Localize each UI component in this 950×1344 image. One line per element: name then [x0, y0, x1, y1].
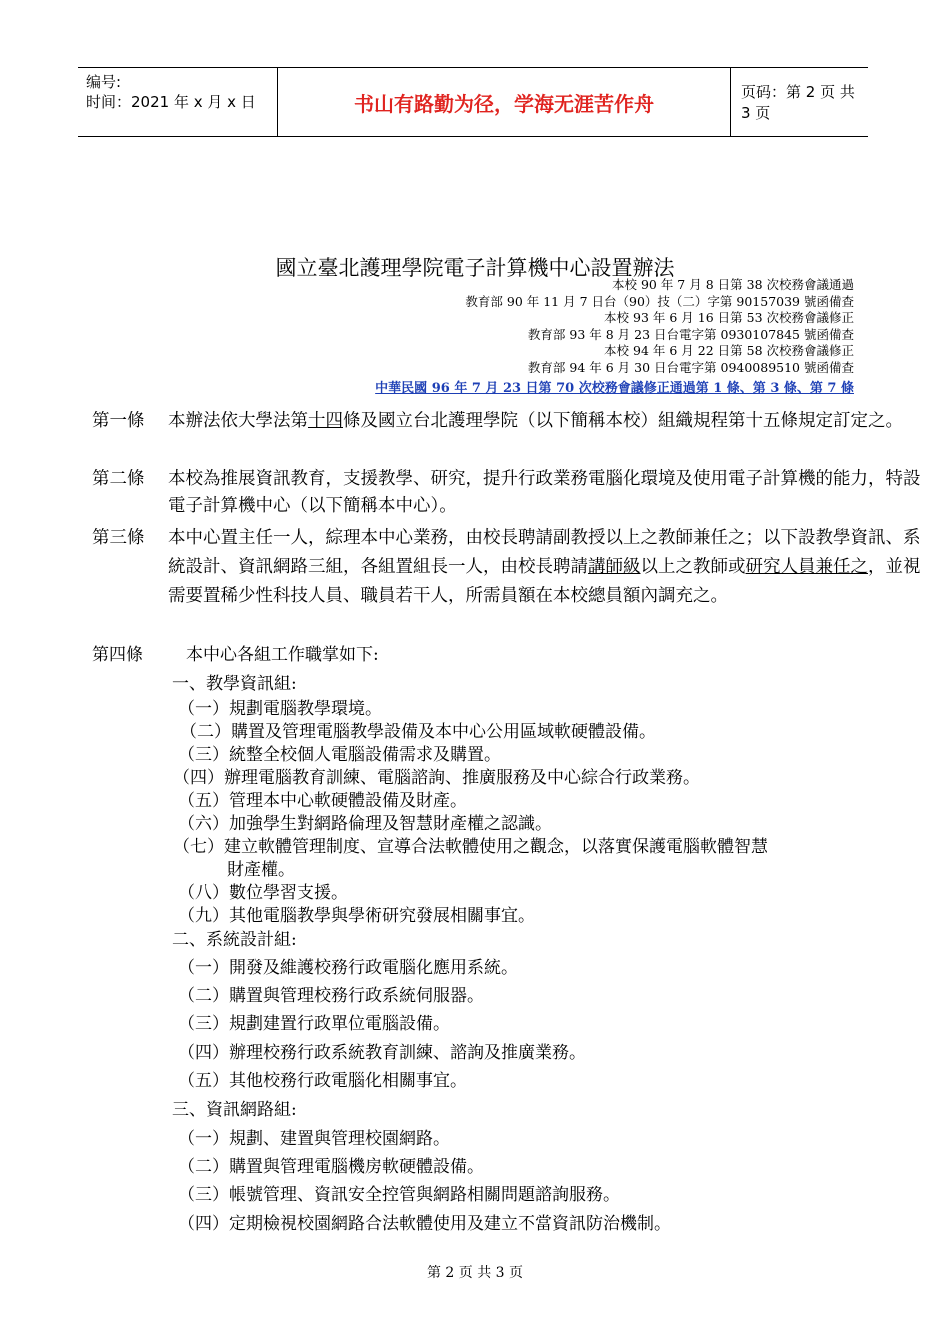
time-label: 时间：2021 年 x 月 x 日 [86, 93, 256, 111]
list-item: （三）規劃建置行政單位電腦設備。 [178, 1014, 450, 1034]
article-label: 第三條 [92, 528, 145, 548]
article-4-label: 第四條 [92, 645, 143, 665]
number-label: 编号: [86, 73, 122, 91]
list-item: （一）規劃電腦教學環境。 [178, 699, 382, 719]
revision-note: 本校 93 年 6 月 16 日第 53 次校務會議修正 [604, 310, 854, 325]
header-page-label: 页码：第 2 页 共 3 页 [741, 83, 855, 122]
group-heading: 二、系統設計組: [172, 930, 297, 950]
underlined-text: 研究人員兼任之 [745, 557, 868, 577]
article-text: 本校為推展資訊教育，支援教學、研究，提升行政業務電腦化環境及使用電子計算機的能力，特設電子計算機中心（以下簡稱本中心）。 [168, 469, 921, 516]
revision-note: 本校 90 年 7 月 8 日第 38 次校務會議通過 [611, 277, 854, 292]
list-item: （二）購置與管理校務行政系統伺服器。 [178, 986, 484, 1006]
list-item: （五）管理本中心軟硬體設備及財產。 [178, 791, 467, 811]
revision-note: 教育部 94 年 6 月 30 日台電字第 0940089510 號函備查 [527, 359, 854, 375]
page-header [78, 67, 868, 137]
list-item: （三）統整全校個人電腦設備需求及購置。 [178, 745, 501, 765]
list-item: （一）規劃、建置與管理校園網路。 [178, 1129, 450, 1149]
list-item: （四）定期檢視校園網路合法軟體使用及建立不當資訊防治機制。 [178, 1214, 671, 1234]
group-heading: 一、教學資訊組: [172, 674, 297, 694]
article-text [168, 408, 930, 435]
revision-note: 教育部 93 年 8 月 23 日台電字第 0930107845 號函備查 [527, 326, 854, 342]
text-run: 條及國立台北護理學院（以下簡稱本校）組織規程第十五條規定訂定之。 [343, 411, 903, 431]
document-title: 國立臺北護理學院電子計算機中心設置辦法 [275, 256, 675, 280]
revision-note: 教育部 90 年 11 月 7 日台（90）技（二）字第 90157039 號函備查 [465, 293, 854, 309]
header-motto: 书山有路勤为径，学海无涯苦作舟 [278, 68, 731, 136]
list-item: （八）數位學習支援。 [178, 883, 348, 903]
text-run: 以上之教師或 [640, 557, 746, 577]
list-item-continuation: 財產權。 [227, 860, 295, 880]
list-item: （六）加強學生對網路倫理及智慧財產權之認識。 [178, 814, 552, 834]
underlined-text: 講師級 [588, 557, 641, 577]
list-item: （五）其他校務行政電腦化相關事宜。 [178, 1071, 467, 1091]
article-text [168, 524, 930, 611]
article-4-intro: 本中心各組工作職掌如下: [186, 645, 379, 665]
article-label: 第二條 [92, 469, 145, 489]
list-item: （九）其他電腦教學與學術研究發展相關事宜。 [178, 906, 535, 926]
list-item: （四）辦理校務行政系統教育訓練、諮詢及推廣業務。 [178, 1043, 586, 1063]
list-item: （四）辦理電腦教育訓練、電腦諮詢、推廣服務及中心綜合行政業務。 [173, 768, 700, 788]
header-meta [78, 68, 278, 136]
group-heading: 三、資訊網路組: [172, 1100, 297, 1120]
underlined-text: 十四 [308, 411, 343, 431]
list-item: （二）購置與管理電腦機房軟硬體設備。 [178, 1157, 484, 1177]
revision-notes [375, 277, 854, 398]
text-run: ，並視需要置稀少性科技人員、職員若干人，所需員額在本校總員額內調充之。 [168, 557, 921, 606]
list-item: （二）購置及管理電腦教學設備及本中心公用區域軟硬體設備。 [180, 722, 656, 742]
revision-note: 本校 94 年 6 月 22 日第 58 次校務會議修正 [604, 343, 854, 358]
text-run: 本辦法依大學法第 [168, 411, 308, 431]
list-item: （一）開發及維護校務行政電腦化應用系統。 [178, 958, 518, 978]
list-item: （七）建立軟體管理制度、宣導合法軟體使用之觀念，以落實保護電腦軟體智慧 [173, 837, 768, 857]
article-label: 第一條 [92, 411, 145, 431]
amendment-note: 中華民國 96 年 7 月 23 日第 70 次校務會議修正通過第 1 條、第 3 條、第 7 條 [375, 381, 854, 396]
list-item: （三）帳號管理、資訊安全控管與網路相關問題諮詢服務。 [178, 1185, 620, 1205]
page-footer: 第 2 页 共 3 页 [426, 1265, 524, 1281]
text-run: 本中心置主任一人，綜理本中心業務，由校長聘請副教授以上之教師兼任之；以下設教學資訊、系統設計、資訊網路三組，各組置組長一人，由校長聘請 [168, 528, 921, 577]
